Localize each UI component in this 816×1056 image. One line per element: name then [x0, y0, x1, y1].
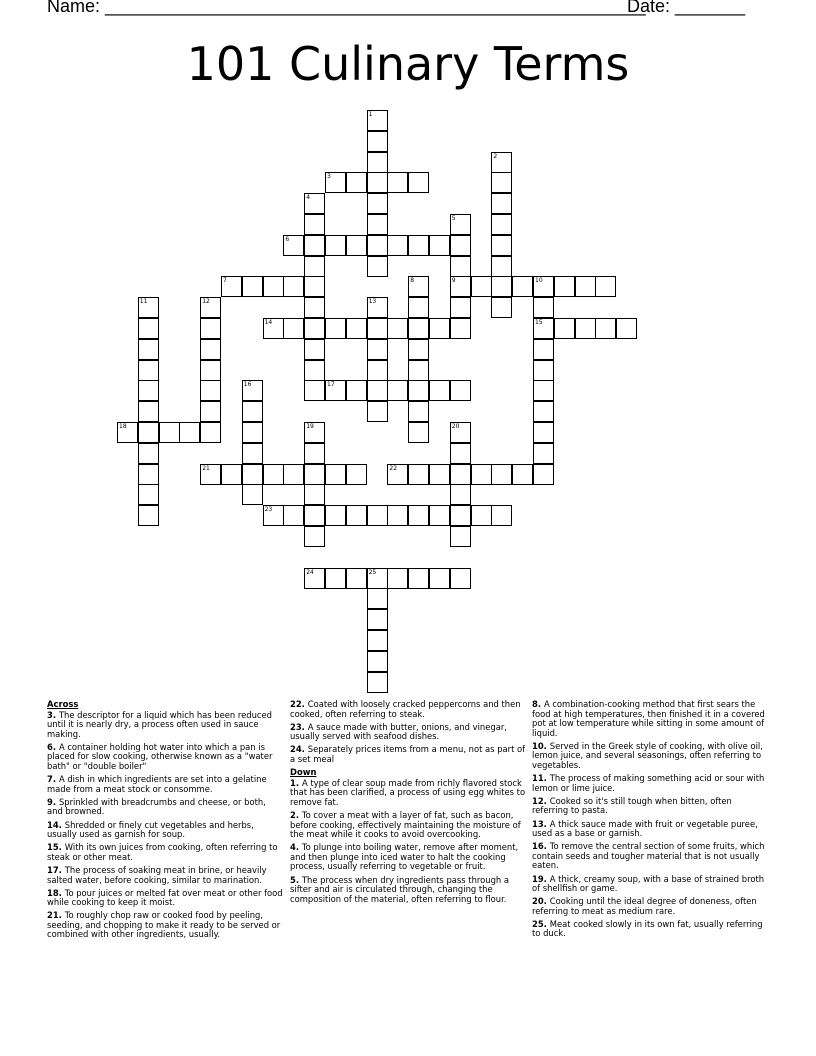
- grid-cell[interactable]: [367, 609, 388, 630]
- down-clue: 4. To plunge into boiling water, remove after moment, and then plunge into iced water to halt the cooking process, usually referring to vegetable or fruit.: [290, 842, 519, 872]
- grid-cell[interactable]: [512, 464, 533, 485]
- grid-cell[interactable]: [304, 235, 325, 256]
- grid-cell[interactable]: [367, 172, 388, 193]
- grid-cell[interactable]: [575, 276, 596, 297]
- grid-cell[interactable]: [595, 318, 616, 339]
- grid-cell[interactable]: [138, 318, 159, 339]
- grid-cell[interactable]: [304, 339, 325, 360]
- grid-cell[interactable]: [263, 505, 284, 526]
- grid-cell[interactable]: [491, 505, 512, 526]
- grid-cell[interactable]: [533, 360, 554, 381]
- grid-cell[interactable]: [304, 443, 325, 464]
- grid-cell[interactable]: [304, 505, 325, 526]
- grid-cell[interactable]: [408, 297, 429, 318]
- grid-cell[interactable]: [346, 172, 367, 193]
- grid-cell[interactable]: [304, 297, 325, 318]
- clue-number: 21: [202, 464, 210, 472]
- grid-cell[interactable]: [325, 318, 346, 339]
- grid-cell[interactable]: [283, 505, 304, 526]
- grid-cell[interactable]: [304, 276, 325, 297]
- down-clue: 13. A thick sauce made with fruit or vegetable puree, used as a base or garnish.: [532, 818, 758, 839]
- grid-cell[interactable]: [450, 256, 471, 277]
- grid-cell[interactable]: [387, 464, 408, 485]
- grid-cell[interactable]: [367, 588, 388, 609]
- down-clue: 8. A combination-cooking method that first sears the food at high temperatures, then finished it in a covered pot at low temperature while sitting in some amount of liquid.: [532, 699, 765, 738]
- grid-cell[interactable]: [304, 484, 325, 505]
- grid-cell[interactable]: [387, 235, 408, 256]
- grid-cell[interactable]: [304, 526, 325, 547]
- grid-cell[interactable]: [367, 568, 388, 589]
- grid-cell[interactable]: [263, 318, 284, 339]
- grid-cell[interactable]: [491, 276, 512, 297]
- clue-number: 17: [327, 381, 335, 389]
- grid-cell[interactable]: [450, 568, 471, 589]
- clue-number: 9: [451, 277, 456, 285]
- down-clue: 20. Cooking until the ideal degree of doneness, often referring to meat as medium rare.: [532, 896, 757, 916]
- grid-cell[interactable]: [471, 505, 492, 526]
- clue-number: 8: [410, 277, 415, 285]
- grid-cell[interactable]: [304, 360, 325, 381]
- grid-cell[interactable]: [138, 380, 159, 401]
- grid-cell[interactable]: [304, 318, 325, 339]
- across-clue: 17. The process of soaking meat in brine, or heavily salted water, before cooking, similar to marination.: [47, 864, 267, 885]
- grid-cell[interactable]: [450, 464, 471, 485]
- grid-cell[interactable]: [491, 193, 512, 214]
- grid-cell[interactable]: [533, 380, 554, 401]
- down-clue: 19. A thick, creamy soup, with a base of strained broth of shellfish or game.: [532, 873, 765, 894]
- clue-number: 4: [306, 194, 311, 202]
- grid-cell[interactable]: [491, 214, 512, 235]
- grid-cell[interactable]: [283, 318, 304, 339]
- grid-cell[interactable]: [450, 380, 471, 401]
- grid-cell[interactable]: [429, 318, 450, 339]
- grid-cell[interactable]: [554, 276, 575, 297]
- grid-cell[interactable]: [533, 422, 554, 443]
- clue-number: 20: [451, 423, 460, 430]
- grid-cell[interactable]: [346, 380, 367, 401]
- grid-cell[interactable]: [138, 360, 159, 381]
- grid-cell[interactable]: [408, 360, 429, 381]
- grid-cell[interactable]: [533, 401, 554, 422]
- grid-cell[interactable]: [367, 630, 388, 651]
- grid-cell[interactable]: [325, 505, 346, 526]
- grid-cell[interactable]: [304, 214, 325, 235]
- grid-cell[interactable]: [450, 526, 471, 547]
- grid-cell[interactable]: [408, 401, 429, 422]
- grid-cell[interactable]: [367, 401, 388, 422]
- clue-number: 5: [451, 215, 456, 222]
- grid-cell[interactable]: [117, 422, 138, 443]
- grid-cell[interactable]: [242, 380, 263, 401]
- grid-cell[interactable]: [242, 276, 263, 297]
- name-field[interactable]: Name: ______________________________________________________: [47, 0, 646, 16]
- grid-cell[interactable]: [450, 443, 471, 464]
- grid-cell[interactable]: [200, 318, 221, 339]
- grid-cell[interactable]: [283, 464, 304, 485]
- across-clue: 3. The descriptor for a liquid which has been reduced until it is nearly dry, a process often used in sauce making.: [47, 709, 272, 739]
- clues-column-3: [532, 700, 768, 943]
- grid-cell[interactable]: [616, 318, 637, 339]
- grid-cell[interactable]: [221, 464, 242, 485]
- grid-cell[interactable]: [346, 464, 367, 485]
- clue-number: 7: [223, 277, 227, 285]
- grid-cell[interactable]: [367, 131, 388, 152]
- grid-cell[interactable]: [138, 505, 159, 526]
- grid-cell[interactable]: [179, 422, 200, 443]
- grid-cell[interactable]: [325, 235, 346, 256]
- grid-cell[interactable]: [200, 360, 221, 381]
- down-clue: 10. Served in the Greek style of cooking, with olive oil, lemon juice, and several seasonings, often referring to vegetables.: [532, 740, 763, 771]
- grid-cell[interactable]: [491, 464, 512, 485]
- clue-number: 24: [306, 568, 314, 576]
- down-clue: 1. A type of clear soup made from richly flavored stock that has been clarified, a process of using egg whites to remove fat.: [290, 777, 526, 807]
- clue-number: 14: [264, 319, 273, 326]
- grid-cell[interactable]: [491, 172, 512, 193]
- clue-number: 16: [243, 381, 252, 389]
- grid-cell[interactable]: [533, 276, 554, 297]
- grid-cell[interactable]: [408, 318, 429, 339]
- grid-cell[interactable]: [325, 172, 346, 193]
- clues-column-2: [290, 700, 526, 908]
- grid-cell[interactable]: [450, 422, 471, 443]
- grid-cell[interactable]: [387, 318, 408, 339]
- across-clue: 24. Separately prices items from a menu, not as part of a set meal: [290, 744, 526, 764]
- grid-cell[interactable]: [367, 110, 388, 131]
- grid-cell[interactable]: [575, 318, 596, 339]
- grid-cell[interactable]: [450, 505, 471, 526]
- clue-number: 3: [327, 173, 331, 181]
- grid-cell[interactable]: [429, 235, 450, 256]
- grid-cell[interactable]: [325, 380, 346, 401]
- across-clue: 21. To roughly chop raw or cooked food by peeling, seeding, and chopping to make it ready to be served or combined with other ingredients, usually.: [47, 910, 281, 940]
- grid-cell[interactable]: [346, 505, 367, 526]
- grid-cell[interactable]: [242, 422, 263, 443]
- down-clue: 2. To cover a meat with a layer of fat, such as bacon, before cooking, effectively maintaining the moisture of the meat while it cooks to avoid overcooking.: [290, 809, 521, 840]
- grid-cell[interactable]: [304, 256, 325, 277]
- down-clue: 11. The process of making something acid or sour with lemon or lime juice.: [532, 773, 765, 793]
- grid-cell[interactable]: [325, 568, 346, 589]
- grid-cell[interactable]: [138, 443, 159, 464]
- grid-cell[interactable]: [450, 235, 471, 256]
- grid-cell[interactable]: [491, 297, 512, 318]
- clue-number: 23: [264, 506, 273, 514]
- grid-cell[interactable]: [283, 235, 304, 256]
- clue-number: 6: [285, 235, 290, 243]
- across-clue: 7. A dish in which ingredients are set into a gelatine made from a meat stock or consomme.: [47, 774, 267, 794]
- grid-cell[interactable]: [367, 505, 388, 526]
- across-clue: 14. Shredded or finely cut vegetables and herbs, usually used as garnish for soup.: [47, 819, 254, 840]
- grid-cell[interactable]: [304, 464, 325, 485]
- grid-cell[interactable]: [450, 484, 471, 505]
- grid-cell[interactable]: [138, 339, 159, 360]
- grid-cell[interactable]: [491, 235, 512, 256]
- down-clue: 5. The process when dry ingredients pass through a sifter and air is circulated through, changing the composition of the material, often referring to flour.: [290, 874, 509, 904]
- clue-number: 18: [119, 423, 127, 430]
- clue-number: 2: [493, 152, 498, 160]
- grid-cell[interactable]: [595, 276, 616, 297]
- grid-cell[interactable]: [367, 380, 388, 401]
- grid-cell[interactable]: [200, 297, 221, 318]
- grid-cell[interactable]: [408, 422, 429, 443]
- page-title: 101 Culinary Terms: [186, 37, 630, 91]
- across-clue: 22. Coated with loosely cracked peppercorns and then cooked, often referring to steak.: [290, 699, 521, 719]
- clue-number: 25: [368, 568, 377, 576]
- down-clue: 25. Meat cooked slowly in its own fat, usually referring to duck.: [532, 918, 763, 939]
- clue-number: 1: [368, 111, 373, 118]
- grid-cell[interactable]: [408, 339, 429, 360]
- grid-cell[interactable]: [200, 401, 221, 422]
- grid-cell[interactable]: [159, 422, 180, 443]
- grid-cell[interactable]: [533, 339, 554, 360]
- across-clue: 15. With its own juices from cooking, often referring to steak or other meat.: [47, 842, 278, 862]
- grid-cell[interactable]: [491, 152, 512, 173]
- grid-cell[interactable]: [408, 568, 429, 589]
- grid-cell[interactable]: [471, 276, 492, 297]
- across-heading: Across: [47, 699, 79, 709]
- grid-cell[interactable]: [242, 401, 263, 422]
- grid-cell[interactable]: [367, 672, 388, 693]
- grid-cell[interactable]: [533, 443, 554, 464]
- grid-cell[interactable]: [429, 464, 450, 485]
- clue-number: 15: [535, 319, 543, 326]
- grid-cell[interactable]: [138, 484, 159, 505]
- grid-cell[interactable]: [200, 464, 221, 485]
- grid-cell[interactable]: [450, 276, 471, 297]
- clue-number: 10: [535, 277, 543, 285]
- grid-cell[interactable]: [408, 235, 429, 256]
- grid-cell[interactable]: [450, 297, 471, 318]
- grid-cell[interactable]: [533, 464, 554, 485]
- grid-cell[interactable]: [138, 297, 159, 318]
- grid-cell[interactable]: [138, 401, 159, 422]
- clue-number: 11: [139, 298, 148, 306]
- grid-cell[interactable]: [367, 214, 388, 235]
- grid-cell[interactable]: [304, 380, 325, 401]
- grid-cell[interactable]: [200, 339, 221, 360]
- grid-cell[interactable]: [221, 276, 242, 297]
- grid-cell[interactable]: [429, 380, 450, 401]
- grid-cell[interactable]: [554, 318, 575, 339]
- grid-cell[interactable]: [450, 214, 471, 235]
- grid-cell[interactable]: [304, 193, 325, 214]
- grid-cell[interactable]: [429, 568, 450, 589]
- grid-cell[interactable]: [367, 318, 388, 339]
- grid-cell[interactable]: [346, 318, 367, 339]
- grid-cell[interactable]: [429, 505, 450, 526]
- grid-cell[interactable]: [367, 297, 388, 318]
- clue-number: 13: [368, 298, 377, 306]
- grid-cell[interactable]: [512, 276, 533, 297]
- grid-cell[interactable]: [242, 443, 263, 464]
- grid-cell[interactable]: [346, 235, 367, 256]
- grid-cell[interactable]: [387, 172, 408, 193]
- down-heading: Down: [290, 767, 317, 778]
- grid-cell[interactable]: [263, 464, 284, 485]
- date-field[interactable]: Date: _______: [627, 0, 746, 16]
- grid-cell[interactable]: [491, 256, 512, 277]
- grid-cell[interactable]: [471, 464, 492, 485]
- grid-cell[interactable]: [367, 256, 388, 277]
- grid-cell[interactable]: [242, 484, 263, 505]
- grid-cell[interactable]: [387, 380, 408, 401]
- grid-cell[interactable]: [304, 422, 325, 443]
- grid-cell[interactable]: [367, 360, 388, 381]
- grid-cell[interactable]: [387, 568, 408, 589]
- grid-cell[interactable]: [533, 297, 554, 318]
- down-clue: 16. To remove the central section of some fruits, which contain seeds and tougher material that is not usually eaten.: [532, 841, 765, 871]
- grid-cell[interactable]: [283, 276, 304, 297]
- grid-cell[interactable]: [408, 464, 429, 485]
- grid-cell[interactable]: [138, 422, 159, 443]
- grid-cell[interactable]: [263, 276, 284, 297]
- grid-cell[interactable]: [304, 568, 325, 589]
- grid-cell[interactable]: [367, 193, 388, 214]
- across-clue: 23. A sauce made with butter, onions, and vinegar, usually served with seafood dishes.: [290, 721, 507, 742]
- grid-cell[interactable]: [367, 235, 388, 256]
- grid-cell[interactable]: [346, 568, 367, 589]
- grid-cell[interactable]: [138, 464, 159, 485]
- clue-number: 19: [306, 423, 314, 430]
- grid-cell[interactable]: [242, 464, 263, 485]
- clue-number: 22: [389, 464, 398, 472]
- across-clue: 6. A container holding hot water into which a pan is placed for slow cooking, otherwise known as a "water bath" or "double boiler": [47, 741, 273, 772]
- across-clue: 18. To pour juices or melted fat over meat or other food while cooking to keep it moist.: [47, 887, 283, 908]
- down-clue: 12. Cooked so it's still tough when bitten, often referring to pasta.: [532, 795, 732, 816]
- clue-number: 12: [202, 298, 210, 306]
- grid-cell[interactable]: [367, 152, 388, 173]
- grid-cell[interactable]: [408, 380, 429, 401]
- grid-cell[interactable]: [533, 318, 554, 339]
- grid-cell[interactable]: [408, 276, 429, 297]
- grid-cell[interactable]: [387, 505, 408, 526]
- grid-cell[interactable]: [367, 339, 388, 360]
- grid-cell[interactable]: [200, 380, 221, 401]
- across-clue: 9. Sprinkled with breadcrumbs and cheese, or both, and browned.: [47, 796, 266, 817]
- grid-cell[interactable]: [325, 464, 346, 485]
- grid-cell[interactable]: [450, 318, 471, 339]
- grid-cell[interactable]: [408, 505, 429, 526]
- grid-cell[interactable]: [200, 422, 221, 443]
- grid-cell[interactable]: [408, 172, 429, 193]
- grid-cell[interactable]: [367, 651, 388, 672]
- clues-column-1: [47, 700, 283, 944]
